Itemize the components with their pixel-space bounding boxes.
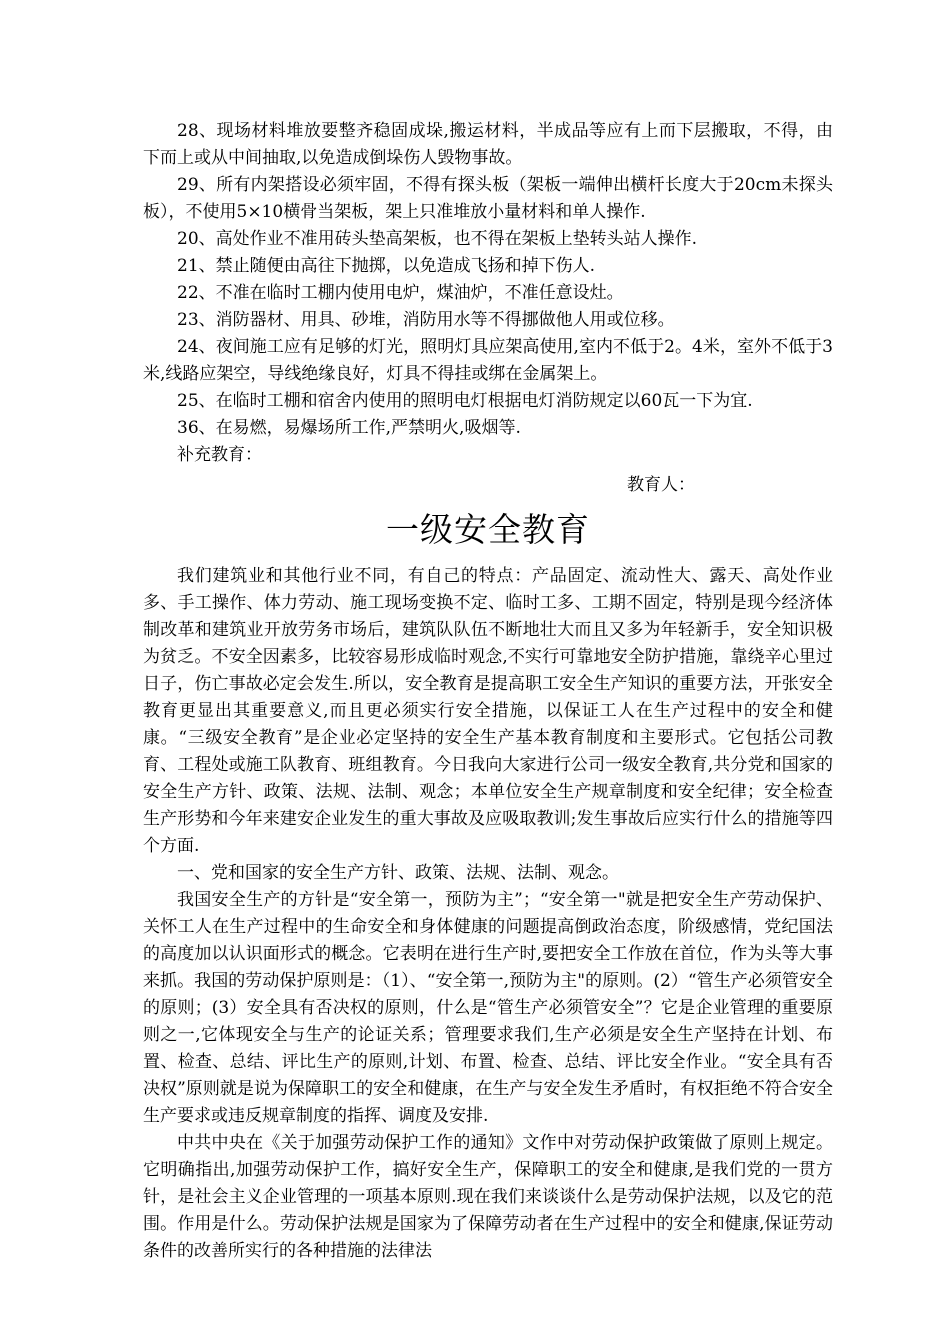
- educator-label: 教育人：: [627, 475, 695, 495]
- body-paragraph: 中共中央在《关于加强劳动保护工作的通知》文作中对劳动保护政策做了原则上规定。它明确指出,加强劳动保护工作，搞好安全生产，保障职工的安全和健康,是我们党的一贯方针，是社会主义企业管理的一项基本原则.现在我们来谈谈什么是劳动保护法规，以及它的范围。作用是什么。劳动保护法规是国家为了保障劳动者在生产过程中的安全和健康,保证劳动条件的改善所实行的各种措施的法律法: [143, 1133, 833, 1261]
- list-item: 23、消防器材、用具、砂堆，消防用水等不得挪做他人用或位移。: [177, 310, 675, 330]
- list-item: 25、在临时工棚和宿舍内使用的照明电灯根据电灯消防规定以60瓦一下为宜.: [177, 391, 753, 411]
- body-paragraph: 我们建筑业和其他行业不同，有自己的特点：产品固定、流动性大、露天、高处作业多、手工操作、体力劳动、施工现场变换不定、临时工多、工期不固定，特别是现今经济体制改革和建筑业开放劳务市场后，建筑队队伍不断地壮大而且又多为年轻新手，安全知识极为贫乏。不安全因素多，比较容易形成临时观念,不实行可靠地安全防护措施，靠绕辛心里过日子，伤亡事故必定会发生.所以，安全教育是提高职工安全生产知识的重要方法，开张安全教育更显出其重要意义,而且更必须实行安全措施，以保证工人在生产过程中的安全和健康。“三级安全教育”是企业必定坚持的安全生产基本教育制度和主要形式。它包括公司教育、工程处或施工队教育、班组教育。今日我向大家进行公司一级安全教育,共分党和国家的安全生产方针、政策、法规、法制、观念；本单位安全生产规章制度和安全纪律；安全检查生产形势和今年来建安企业发生的重大事故及应吸取教训;发生事故后应实行什么的措施等四个方面.: [143, 566, 833, 856]
- list-item: 21、禁止随便由高往下抛掷，以免造成飞扬和掉下伤人.: [177, 256, 596, 276]
- section-heading: 一、党和国家的安全生产方针、政策、法规、法制、观念。: [177, 863, 619, 883]
- list-item: 22、不准在临时工棚内使用电炉，煤油炉，不准任意设灶。: [177, 283, 624, 303]
- list-item: 36、在易燃，易爆场所工作,严禁明火,吸烟等.: [177, 418, 521, 438]
- list-item: 28、现场材料堆放要整齐稳固成垛,搬运材料，半成品等应有上而下层搬取，不得，由下而上或从中间抽取,以免造成倒垛伤人毁物事故。: [143, 121, 833, 168]
- body-paragraph: 我国安全生产的方针是“安全第一，预防为主”；“安全第一"就是把安全生产劳动保护、关怀工人在生产过程中的生命安全和身体健康的问题提高倒政治态度，阶级感情，党纪国法的高度加以认识面形式的概念。它表明在进行生产时,要把安全工作放在首位，作为头等大事来抓。我国的劳动保护原则是：（1）、“安全第一,预防为主"的原则。(2）“管生产必须管安全的原则；(3）安全具有否决权的原则，什么是“管生产必须管安全”？它是企业管理的重要原则之一,它体现安全与生产的论证关系；管理要求我们,生产必须是安全生产坚持在计划、布置、检查、总结、评比生产的原则,计划、布置、检查、总结、评比安全作业。“安全具有否决权”原则就是说为保障职工的安全和健康，在生产与安全发生矛盾时，有权拒绝不符合安全生产要求或违反规章制度的指挥、调度及安排.: [143, 890, 833, 1126]
- supplementary-education-label: 补充教育：: [177, 445, 262, 465]
- list-item: 29、所有内架搭设必须牢固，不得有探头板（架板一端伸出横杆长度大于20cm未探头板），不使用5×10横骨当架板，架上只准堆放小量材料和单人操作.: [143, 175, 833, 222]
- list-item: 20、高处作业不准用砖头垫高架板，也不得在架板上垫转头站人操作.: [177, 229, 698, 249]
- list-item: 24、夜间施工应有足够的灯光，照明灯具应架高使用,室内不低于2。4米，室外不低于3米,线路应架空，导线绝缘良好，灯具不得挂或绑在金属架上。: [143, 337, 833, 384]
- document-page: [143, 118, 833, 1265]
- page-title: 一级安全教育: [386, 510, 590, 549]
